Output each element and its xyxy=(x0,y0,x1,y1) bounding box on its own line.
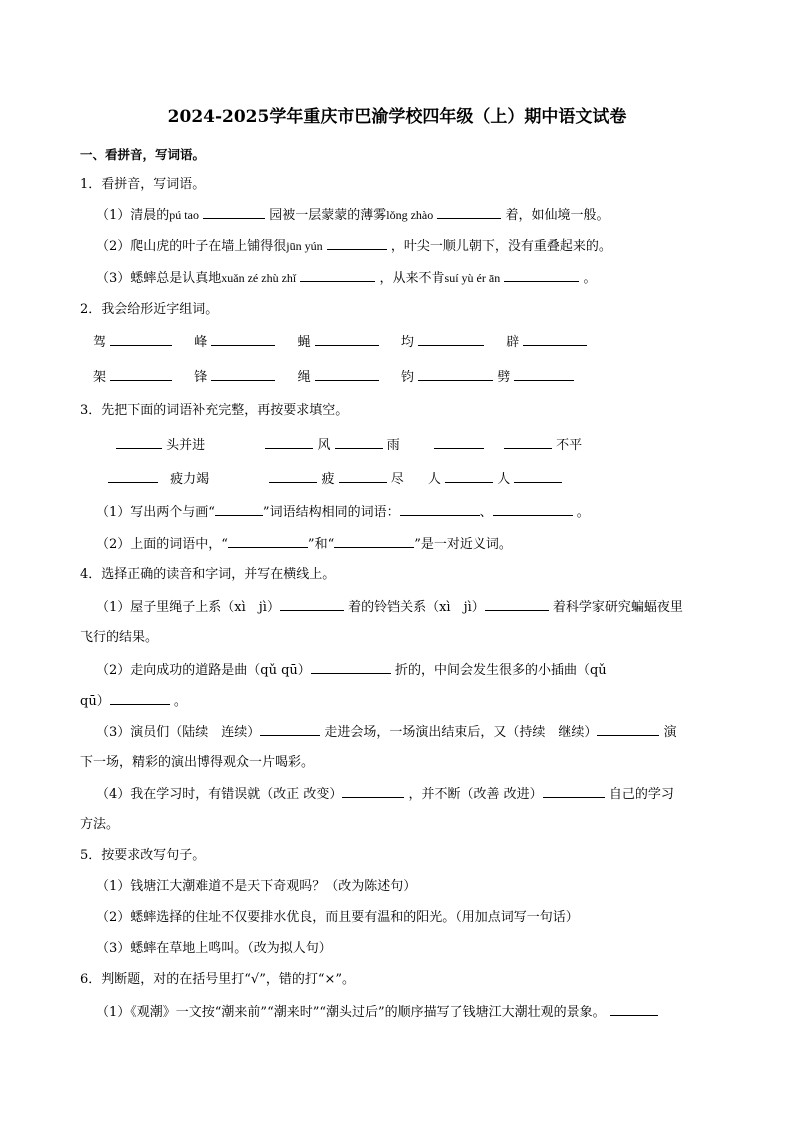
idiom-part: 头并进 xyxy=(166,438,206,453)
q1-line-3 xyxy=(96,269,597,288)
idiom-part: 不平 xyxy=(556,438,583,453)
text: ，从来不肯 xyxy=(379,271,445,286)
char: 蝇 xyxy=(297,335,311,350)
answer-blank[interactable] xyxy=(269,470,317,483)
q4-sub-4-cont: 方法。 xyxy=(80,817,120,832)
text: （3）蟋蟀总是认真地 xyxy=(96,271,222,286)
answer-blank[interactable] xyxy=(215,503,263,516)
char: 绳 xyxy=(297,370,311,385)
answer-blank[interactable] xyxy=(597,723,659,736)
answer-blank[interactable] xyxy=(434,436,484,449)
q5-sub-3: （3）蟋蟀在草地上鸣叫。（改为拟人句） xyxy=(96,941,332,956)
answer-blank[interactable] xyxy=(504,269,579,282)
q4-sub-3-cont: 下一场，精彩的演出博得观众一片喝彩。 xyxy=(80,755,315,770)
answer-blank[interactable] xyxy=(110,692,170,705)
text: ，叶尖一顺儿朝下，没有重叠起来的。 xyxy=(390,239,612,254)
text: 。 xyxy=(576,505,590,520)
q3-row-2 xyxy=(108,470,562,489)
answer-blank[interactable] xyxy=(400,503,480,516)
text: ”和“ xyxy=(307,537,335,552)
char: 辟 xyxy=(506,335,520,350)
text: 。 xyxy=(583,271,597,286)
answer-blank[interactable] xyxy=(504,436,552,449)
q6-sub-1 xyxy=(96,1003,658,1022)
q1-line-1 xyxy=(96,206,610,225)
text: 演 xyxy=(663,725,677,740)
question-prompt: 我会给形近字组词。 xyxy=(101,302,219,317)
answer-blank[interactable] xyxy=(445,470,493,483)
question-prompt: 判断题，对的在括号里打“√”，错的打“×”。 xyxy=(101,972,356,987)
pinyin: pú tao xyxy=(169,208,199,222)
text: （1）《观潮》一文按“潮来前”“潮来时”“潮头过后”的顺序描写了钱塘江大潮壮观的景象。 xyxy=(96,1005,606,1020)
text: （1）屋子里绳子上系（xì jì） xyxy=(96,600,280,615)
answer-blank[interactable] xyxy=(610,1003,658,1016)
char: 驾 xyxy=(93,335,107,350)
answer-blank[interactable] xyxy=(228,535,308,548)
text: 着，如仙境一般。 xyxy=(505,208,610,223)
answer-blank[interactable] xyxy=(418,368,493,381)
text: ”词语结构相同的词语： xyxy=(262,505,400,520)
text: （2）上面的词语中，“ xyxy=(96,537,228,552)
answer-blank[interactable] xyxy=(327,237,387,250)
section-heading: 一、看拼音，写词语。 xyxy=(80,147,206,162)
idiom-part: 疲 xyxy=(321,472,335,487)
text: 、 xyxy=(479,505,493,520)
question-prompt: 选择正确的读音和字词，并写在横线上。 xyxy=(101,567,336,582)
question-number: 1． xyxy=(80,177,102,192)
answer-blank[interactable] xyxy=(523,333,587,346)
q4-sub-1 xyxy=(96,598,683,617)
text: （1）清晨的 xyxy=(96,208,170,223)
q4-sub-2 xyxy=(96,661,607,680)
answer-blank[interactable] xyxy=(203,206,265,219)
question-number: 4． xyxy=(80,567,102,582)
answer-blank[interactable] xyxy=(211,333,275,346)
question-number: 6． xyxy=(80,972,102,987)
idiom-part: 风 xyxy=(317,438,331,453)
char: 劈 xyxy=(497,370,511,385)
q3-sub-2 xyxy=(96,535,512,554)
answer-blank[interactable] xyxy=(334,535,414,548)
question-number: 2． xyxy=(80,302,102,317)
answer-blank[interactable] xyxy=(335,436,383,449)
answer-blank[interactable] xyxy=(211,368,275,381)
q2-row-1 xyxy=(93,333,587,352)
idiom-part: 疲力竭 xyxy=(170,472,210,487)
char: 均 xyxy=(400,335,414,350)
question-number: 5． xyxy=(80,848,102,863)
answer-blank[interactable] xyxy=(437,206,501,219)
idiom-part: 尽 xyxy=(390,472,404,487)
question-6 xyxy=(80,971,355,989)
answer-blank[interactable] xyxy=(116,436,162,449)
char: 架 xyxy=(93,370,107,385)
answer-blank[interactable] xyxy=(543,785,605,798)
q2-row-2 xyxy=(93,368,574,387)
answer-blank[interactable] xyxy=(108,470,158,483)
q4-sub-4 xyxy=(96,785,674,804)
idiom-part: 人 xyxy=(497,472,511,487)
answer-blank[interactable] xyxy=(514,470,562,483)
text: （2）走向成功的道路是曲（qǔ qū） xyxy=(96,663,311,678)
question-prompt: 看拼音，写词语。 xyxy=(101,177,206,192)
answer-blank[interactable] xyxy=(418,333,484,346)
answer-blank[interactable] xyxy=(485,598,549,611)
answer-blank[interactable] xyxy=(342,785,404,798)
text: 园被一层蒙蒙的薄雾 xyxy=(269,208,387,223)
question-3 xyxy=(80,402,348,420)
idiom-part: 人 xyxy=(427,472,441,487)
answer-blank[interactable] xyxy=(493,503,573,516)
q1-line-2 xyxy=(96,237,612,256)
text: 着的铃铛关系（xì jì） xyxy=(348,600,485,615)
text: qū） xyxy=(80,694,110,709)
answer-blank[interactable] xyxy=(514,368,574,381)
q3-sub-1 xyxy=(96,503,590,522)
question-4 xyxy=(80,566,335,584)
question-prompt: 按要求改写句子。 xyxy=(101,848,206,863)
text: 。 xyxy=(173,694,187,709)
answer-blank[interactable] xyxy=(110,333,172,346)
q5-sub-2: （2）蟋蟀选择的住址不仅要排水优良，而且要有温和的阳光。（用加点词写一句话） xyxy=(96,910,579,925)
q3-row-1 xyxy=(116,436,582,455)
answer-blank[interactable] xyxy=(280,598,344,611)
pinyin: jūn yún xyxy=(286,239,323,253)
text: （1）写出两个与画“ xyxy=(96,505,215,520)
q4-sub-3 xyxy=(96,723,677,742)
text: 走进会场，一场演出结束后，又（持续 继续） xyxy=(324,725,598,740)
text: （3）演员们（陆续 连续） xyxy=(96,725,261,740)
q5-sub-1: （1）钱塘江大潮难道不是天下奇观吗？（改为陈述句） xyxy=(96,879,417,894)
pinyin: lǒng zhào xyxy=(386,208,434,222)
text: （4）我在学习时，有错误就（改正 改变） xyxy=(96,787,343,802)
text: 自己的学习 xyxy=(608,787,674,802)
page-title: 2024-2025学年重庆市巴渝学校四年级（上）期中语文试卷 xyxy=(167,107,627,127)
question-prompt: 先把下面的词语补充完整，再按要求填空。 xyxy=(101,403,349,418)
idiom-part: 雨 xyxy=(386,438,400,453)
text: 折的，中间会发生很多的小插曲（qǔ xyxy=(394,663,607,678)
q4-sub-2-cont xyxy=(80,692,187,711)
answer-blank[interactable] xyxy=(265,436,313,449)
q4-sub-1-cont: 飞行的结果。 xyxy=(80,630,159,645)
pinyin: suí yù ér ān xyxy=(444,271,501,285)
answer-blank[interactable] xyxy=(260,723,320,736)
question-number: 3． xyxy=(80,403,102,418)
answer-blank[interactable] xyxy=(315,368,379,381)
answer-blank[interactable] xyxy=(110,368,172,381)
question-5 xyxy=(80,847,205,865)
text: 着科学家研究蝙蝠夜里 xyxy=(552,600,683,615)
answer-blank[interactable] xyxy=(311,661,391,674)
answer-blank[interactable] xyxy=(300,269,375,282)
char: 峰 xyxy=(194,335,208,350)
char: 锋 xyxy=(194,370,208,385)
answer-blank[interactable] xyxy=(339,470,387,483)
question-1 xyxy=(80,176,205,194)
pinyin: xuǎn zé zhù zhǐ xyxy=(221,271,297,285)
answer-blank[interactable] xyxy=(315,333,379,346)
char: 钧 xyxy=(400,370,414,385)
text: ”是一对近义词。 xyxy=(414,537,512,552)
question-2 xyxy=(80,301,218,319)
text: （2）爬山虎的叶子在墙上铺得很 xyxy=(96,239,287,254)
text: ，并不断（改善 改进） xyxy=(408,787,543,802)
